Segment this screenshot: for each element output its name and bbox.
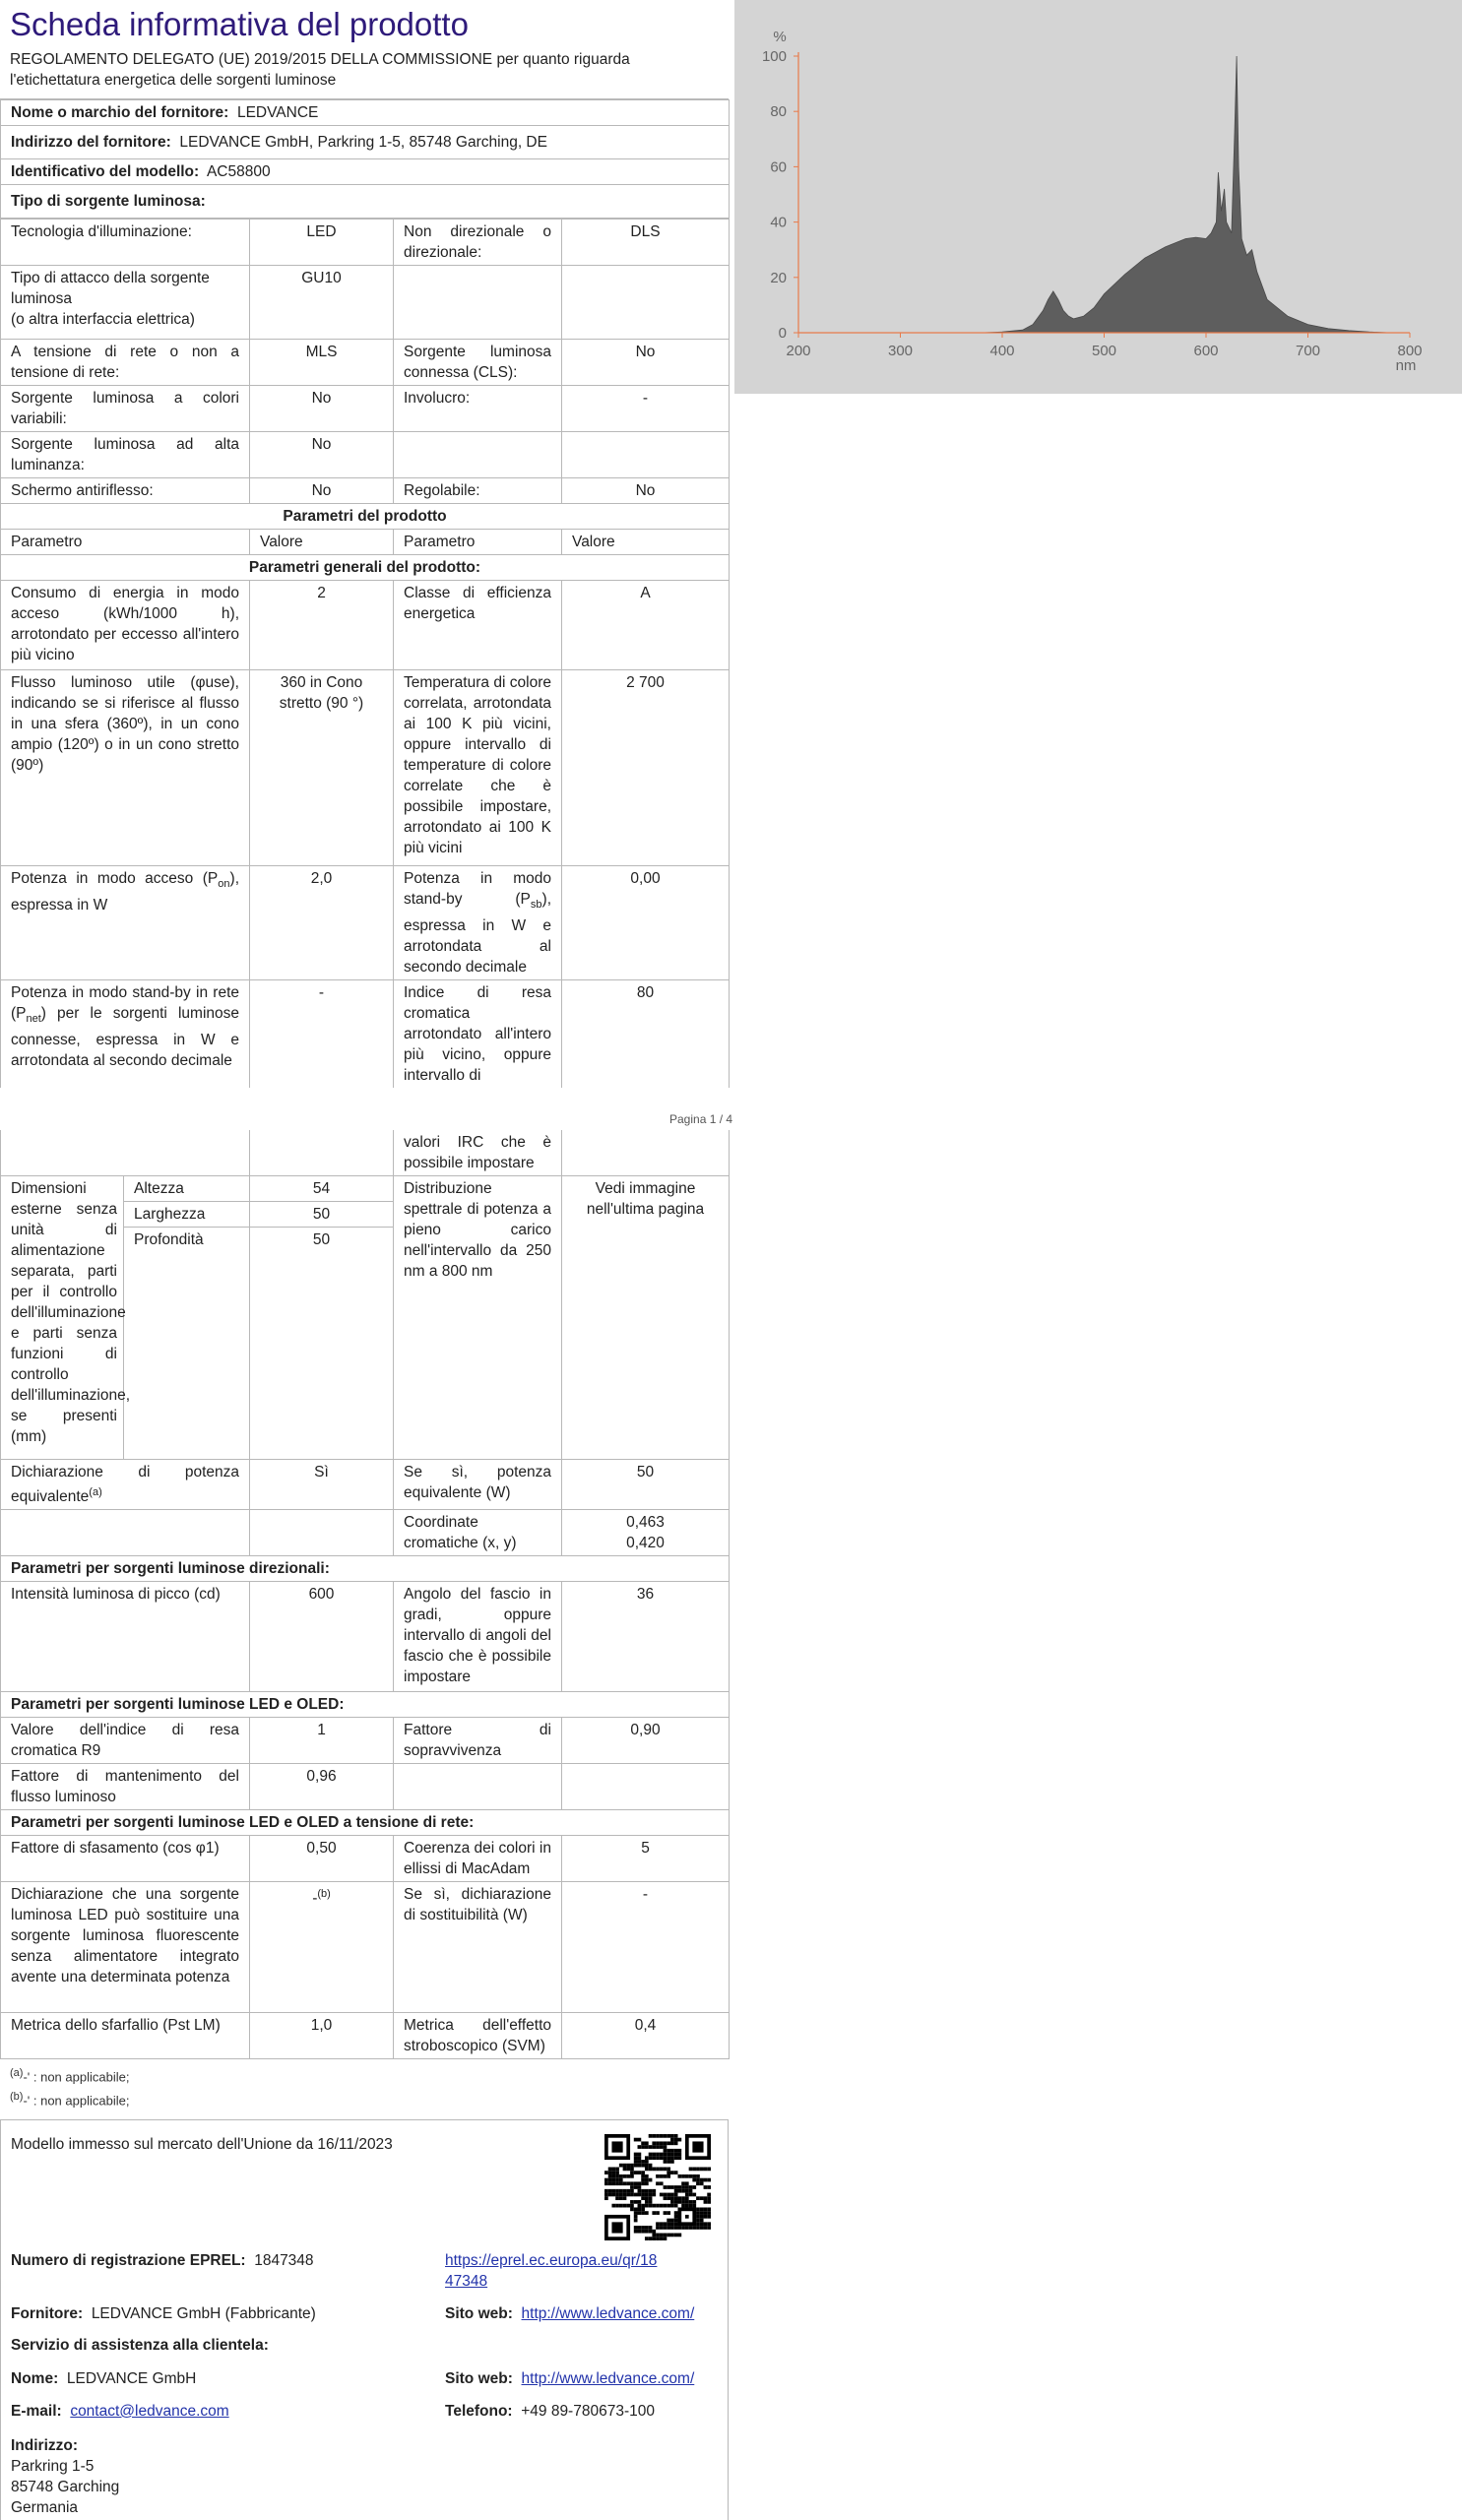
phone-row: Telefono: +49 89-780673-100 (445, 2402, 655, 2420)
mains-heading: Parametri per sorgenti luminose LED e OLED a tensione di rete: (1, 1810, 730, 1836)
param-label: Coerenza dei colori in ellissi di MacAdam (394, 1836, 562, 1882)
col-header-value: Valore (562, 530, 730, 555)
website-row: Sito web: http://www.ledvance.com/ (445, 2304, 695, 2322)
supplier-table (0, 99, 730, 219)
empty-cell (1, 1510, 250, 1556)
width-value: 50 (250, 1202, 394, 1228)
param-label: Fattore di mantenimento del flusso luminoso (1, 1764, 250, 1810)
eprel-row: Numero di registrazione EPREL: 1847348 (11, 2251, 314, 2269)
row-label: A tensione di rete o non a tensione di rete: (1, 340, 250, 386)
empty-cell (394, 1764, 562, 1810)
param-value: 5 (562, 1836, 730, 1882)
row-value: LED (250, 220, 394, 266)
datasheet-page-2 (0, 1130, 729, 2520)
params-table-continued (0, 1130, 730, 2059)
row-value (562, 432, 730, 478)
row-label: Tipo di attacco della sorgente luminosa (o altra interfaccia elettrica) (1, 266, 250, 340)
x-axis-label: nm (1395, 357, 1417, 374)
col-header-param: Parametro (394, 530, 562, 555)
row-label (394, 432, 562, 478)
depth-label: Profondità (124, 1228, 250, 1460)
y-tick-label: 80 (770, 103, 787, 121)
spectrum-area (982, 56, 1389, 333)
email-link[interactable]: contact@ledvance.com (70, 2402, 229, 2420)
footnote-a: $^{(a)}$-' : non applicabile; (10, 2067, 130, 2085)
param-value: 0,4 (562, 2013, 730, 2059)
param-label: Valore dell'indice di resa cromatica R9 (1, 1718, 250, 1764)
param-label: Classe di efficienza energetica (394, 581, 562, 670)
param-value: - (562, 1882, 730, 2013)
row-value: GU10 (250, 266, 394, 340)
param-label: Metrica dell'effetto stroboscopico (SVM) (394, 2013, 562, 2059)
param-label: Temperatura di colore correlata, arrotondata ai 100 K più vicini, oppure intervallo di temperature di colore correlate che è possibile impostare, arrotondato ai 100 K più vicini (394, 670, 562, 866)
row-label: Tecnologia d'illuminazione: (1, 220, 250, 266)
dimensions-label: Dimensioni esterne senza unità di alimentazione separata, parti per il controllo dell'illuminazione e parti senza funzioni di controllo dell'illuminazione, se presenti (mm) (1, 1176, 124, 1460)
spectral-distribution-chart (734, 0, 1462, 394)
param-value: -$^{(b)}$ (250, 1882, 394, 2013)
param-label: Consumo di energia in modo acceso (kWh/1000 h), arrotondato per eccesso all'intero più vicino (1, 581, 250, 670)
param-value: Vedi immagine nell'ultima pagina (562, 1176, 730, 1460)
param-label: Potenza in modo stand-by in rete $(P_{net})$ per le sorgenti luminose connesse, espressa in W e arrotondata al secondo decimale (1, 980, 250, 1089)
service-website-link[interactable]: http://www.ledvance.com/ (521, 2369, 695, 2387)
row-value: No (250, 432, 394, 478)
param-value: 2 700 (562, 670, 730, 866)
y-axis-label: % (773, 29, 787, 45)
param-value: 0,90 (562, 1718, 730, 1764)
row-value: MLS (250, 340, 394, 386)
param-label: Potenza in modo acceso $(P_{on})$, espressa in W (1, 866, 250, 980)
model-id-row: Identificativo del modello: AC58800 (1, 159, 730, 185)
eprel-link[interactable]: https://eprel.ec.europa.eu/qr/18 47348 (445, 2251, 658, 2290)
supplier-name-row: Nome o marchio del fornitore: LEDVANCE (1, 100, 730, 126)
y-tick-label: 100 (761, 48, 787, 65)
qr-code-icon[interactable] (604, 2134, 711, 2240)
param-value: 1 (250, 1718, 394, 1764)
y-tick-label: 0 (778, 325, 787, 342)
x-tick-label: 500 (1091, 343, 1117, 359)
param-value: 2 (250, 581, 394, 670)
row-value: No (562, 340, 730, 386)
row-label: Regolabile: (394, 478, 562, 504)
chart-svg (734, 0, 1462, 394)
param-label: Metrica dello sfarfallio (Pst LM) (1, 2013, 250, 2059)
footnote-b: $^{(b)}$-' : non applicabile; (10, 2091, 130, 2109)
x-tick-label: 300 (887, 343, 914, 359)
row-value: No (250, 386, 394, 432)
service-heading: Servizio di assistenza alla clientela: (11, 2336, 269, 2354)
col-header-param: Parametro (1, 530, 250, 555)
param-label: Indice di resa cromatica arrotondato all'intero più vicino, oppure intervallo di (394, 980, 562, 1089)
row-value (562, 266, 730, 340)
param-value: 0,463 0,420 (562, 1510, 730, 1556)
x-tick-label: 700 (1295, 343, 1321, 359)
param-value: Sì (250, 1460, 394, 1510)
address-block: Indirizzo: Parkring 1-5 85748 Garching Germania (11, 2436, 120, 2516)
param-label: Potenza in modo stand-by $(P_{sb})$, espressa in W e arrotondata al secondo decimale (394, 866, 562, 980)
param-value: 50 (562, 1460, 730, 1510)
empty-cell (250, 1130, 394, 1176)
row-value: DLS (562, 220, 730, 266)
y-tick-label: 60 (770, 158, 787, 176)
x-tick-label: 600 (1193, 343, 1219, 359)
row-label: Sorgente luminosa connessa (CLS): (394, 340, 562, 386)
row-value: - (562, 386, 730, 432)
datasheet-page-1 (0, 0, 729, 1083)
page-number: Pagina 1 / 4 (669, 1112, 733, 1126)
param-value: 1,0 (250, 2013, 394, 2059)
empty-cell (1, 1130, 250, 1176)
param-value: A (562, 581, 730, 670)
source-type-heading: Tipo di sorgente luminosa: (1, 185, 730, 219)
market-date: Modello immesso sul mercato dell'Unione da 16/11/2023 (11, 2135, 393, 2153)
param-value: 360 in Cono stretto (90 °) (250, 670, 394, 866)
supplier-address-row: Indirizzo del fornitore: LEDVANCE GmbH, Parkring 1-5, 85748 Garching, DE (1, 126, 730, 159)
x-tick-label: 200 (786, 343, 811, 359)
source-type-table (0, 219, 730, 1088)
height-label: Altezza (124, 1176, 250, 1202)
row-label (394, 266, 562, 340)
supplier-info-box (0, 2119, 729, 2520)
empty-cell (562, 1764, 730, 1810)
row-value: No (250, 478, 394, 504)
email-row: E-mail: contact@ledvance.com (11, 2402, 229, 2420)
empty-cell (562, 1130, 730, 1176)
param-label: Se sì, potenza equivalente (W) (394, 1460, 562, 1510)
param-value: 80 (562, 980, 730, 1089)
param-label: Dichiarazione di potenza equivalente$^{(a)}$ (1, 1460, 250, 1510)
param-label: Se sì, dichiarazione di sostituibilità (W) (394, 1882, 562, 2013)
param-value: 0,96 (250, 1764, 394, 1810)
param-label: valori IRC che è possibile impostare (394, 1130, 562, 1176)
service-name-row: Nome: LEDVANCE GmbH (11, 2369, 197, 2387)
param-value: 36 (562, 1582, 730, 1692)
param-value: 2,0 (250, 866, 394, 980)
product-params-heading: Parametri del prodotto (1, 504, 730, 530)
row-label: Involucro: (394, 386, 562, 432)
general-params-heading: Parametri generali del prodotto: (1, 555, 730, 581)
param-label: Flusso luminoso utile (φuse), indicando se si riferisce al flusso in una sfera (360º), in un cono ampio (120º) o in un cono stretto (90º) (1, 670, 250, 866)
param-label: Distribuzione spettrale di potenza a pieno carico nell'intervallo da 250 nm a 800 nm (394, 1176, 562, 1460)
param-label: Fattore di sopravvivenza (394, 1718, 562, 1764)
param-value: - (250, 980, 394, 1089)
row-label: Non direzionale o direzionale: (394, 220, 562, 266)
footnotes (0, 2059, 729, 2115)
col-header-value: Valore (250, 530, 394, 555)
param-label: Angolo del fascio in gradi, oppure intervallo di angoli del fascio che è possibile impostare (394, 1582, 562, 1692)
page-title: Scheda informativa del prodotto (10, 6, 469, 42)
row-label: Sorgente luminosa ad alta luminanza: (1, 432, 250, 478)
width-label: Larghezza (124, 1202, 250, 1228)
param-label: Coordinate cromatiche (x, y) (394, 1510, 562, 1556)
row-label: Schermo antiriflesso: (1, 478, 250, 504)
regulation-text: REGOLAMENTO DELEGATO (UE) 2019/2015 DELLA COMMISSIONE per quanto riguarda l'etichettatura energetica delle sorgenti luminose (0, 45, 729, 99)
directional-heading: Parametri per sorgenti luminose direzionali: (1, 1556, 730, 1582)
height-value: 54 (250, 1176, 394, 1202)
x-tick-label: 400 (989, 343, 1015, 359)
service-website-row: Sito web: http://www.ledvance.com/ (445, 2369, 695, 2387)
y-tick-label: 20 (770, 269, 787, 286)
website-link[interactable]: http://www.ledvance.com/ (521, 2304, 695, 2322)
param-value: 0,50 (250, 1836, 394, 1882)
row-value: No (562, 478, 730, 504)
row-label: Sorgente luminosa a colori variabili: (1, 386, 250, 432)
param-label: Fattore di sfasamento (cos φ1) (1, 1836, 250, 1882)
supplier-row: Fornitore: LEDVANCE GmbH (Fabbricante) (11, 2304, 316, 2322)
x-tick-label: 800 (1397, 343, 1423, 359)
y-tick-label: 40 (770, 214, 787, 231)
param-label: Intensità luminosa di picco (cd) (1, 1582, 250, 1692)
param-value: 600 (250, 1582, 394, 1692)
empty-cell (250, 1510, 394, 1556)
led-heading: Parametri per sorgenti luminose LED e OLED: (1, 1692, 730, 1718)
param-value: 0,00 (562, 866, 730, 980)
depth-value: 50 (250, 1228, 394, 1460)
param-label: Dichiarazione che una sorgente luminosa LED può sostituire una sorgente luminosa fluorescente senza alimentatore integrato avente una determinata potenza (1, 1882, 250, 2013)
